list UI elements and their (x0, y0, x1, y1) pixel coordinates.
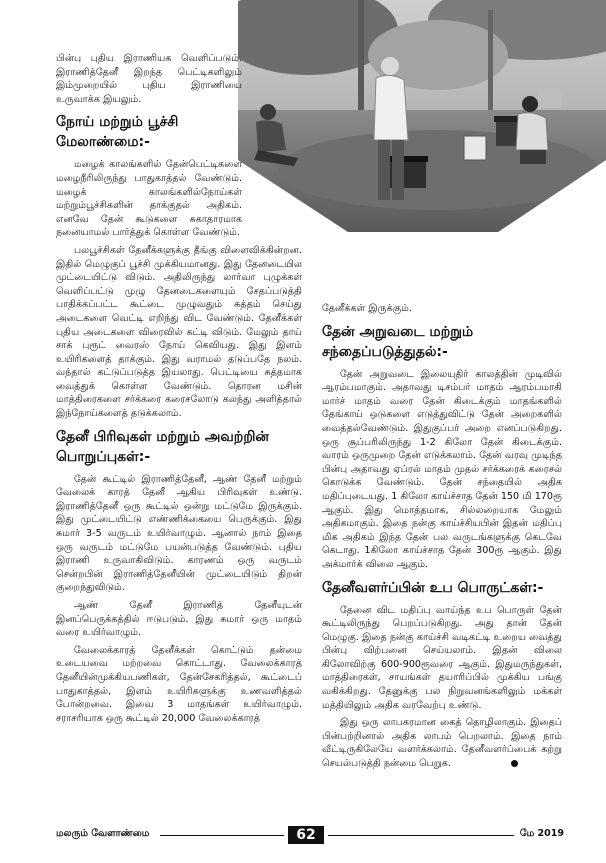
pest-paragraph-2: பலபூச்சிகள் தேனீக்களுக்கு தீங்கு விளைவிக்கின்றன. இதில் மெழுகுப் பூச்சி முக்கியமானது. இது தேனடையில முட்டையிட்டு விடும். அதிலிருந்து லார்வா புழுக்கள் வெளிப்பட்டு முழு தேனடைகளையும் சேதப்படுத்தி பாதிக்கப்பட்ட கூட்டை முழுவதும் சுத்தம் செய்து அடைகளை வெட்டி எறிந்து விட வேண்டும். தேனீக்கள் புதிய அடைகளை விரைவில் கட்டி விடும். மேலும் தாய் சாக் புரூட் வைரஸ் நோய் கெவியது. இது இளம் உயிரிகளைத் தாக்கும். இது வராமல் தடுப்பதே நலம். வந்தால் கட்டுப்படுத்த இயலாது. பெட்டியை சுத்தமாக வைத்துக் கொள்ள வேண்டும். தொரன மசின் மாத்திரைகளை சர்க்கரை கரைசலோடு கலந்து அளித்தால் இந்நோய்களைத் தடுக்கலாம். (56, 244, 302, 420)
heading-harvest-marketing: தேன் அறுவடை மற்றும் சந்தைப்படுத்துதல்:- (322, 323, 474, 360)
castes-paragraph-1: தேன் கூட்டில் இராணித்தேனீ, ஆண் தேனீ மற்றும் வேலைக் காரத் தேனீ ஆகிய பிரிவுகள் உண்டு. இராணித்தேனீ ஒரு கூட்டில் ஒன்று மட்டுமே இருக்கும். இது முட்டையிட்டு எண்ணிக்கையை பெருக்கும். இது சுமார் 3-5 வருடம் உயிர்வாழும். ஆனால் நாம் இதை ஒரு வருடம் மட்டுமே பயன்படுத்த வேண்டும். புதிய இராணி உருவாகிவிடும். காரணம் ஒரு வருடம் சென்றபின் இராணித்தேனீயின் முட்டையிடும் திறன் குறைந்துவிடும். (56, 473, 302, 594)
footer-date: மே 2019 (519, 828, 564, 839)
castes-paragraph-2: ஆண் தேனீ இராணித் தேனீயுடன் இனப்பெருக்கத்தில் ஈடுபடும். இது சுமார் ஒரு மாதம் வரை உயிர்வாழும். (56, 600, 302, 639)
end-of-article-dot (511, 760, 518, 767)
heading-bee-castes: தேனீ பிரிவுகள் மற்றும் அவற்றின் பொறுப்புகள்:- (56, 428, 269, 465)
left-column (56, 52, 302, 729)
page-footer (0, 826, 606, 848)
intro-paragraph: பின்பு புதிய இராணியக வெளிப்படும். இராணித்தேனீ இறந்த பெட்டிகளிலும் இம்முறையில் புதிய இராணியை உருவாக்க இயலும். (56, 53, 242, 105)
byproducts-paragraph-2 (322, 716, 562, 770)
harvest-paragraph: தேன் அறுவடை இலையுதிர் காலத்தின் முடிவில் ஆரம்பமாகும். அதாவது டிசம்பர் மாதம் ஆரம்பமாகி மார்ச் மாதம் வரை தேன் கிடைக்கும் மாதங்களில் தேங்காய் ஒடுகளை எடுத்துவிட்டு தேன் அறைகளில் வைத்தல்வேண்டும். இதுகுப்பர் அறை எனப்படுகிறது. ஒரு சூப்பரிலிருந்து 1-2 கிலோ தேன் கிடைக்கும். வாரம் ஒருமுறை தேன் எடுக்கலாம். தேன் வரவு முடிந்த பின்பு அதாவது ஏப்ரல் மாதம் முதல் சர்க்கரைக் கரைசல் கொடுக்க வேண்டும். தேன் சந்தையில் அதிக மதிப்புடையது. 1 கிலோ காய்ச்சாத தேன் 150 மி 170ரூ ஆகும். இது மொத்தமாக, சில்லறையாக மேலும் அதிகமாகும். இதை நன்கு காய்ச்சியபின் இதன் மதிப்பு மிக அதிகம் இந்த தேன் பல வருடங்களுக்கு கெடவே கெடாது. 1கிலோ காய்ச்சாத தேன் 300ரூ ஆகும். இது அக்மார்க் விலை ஆகும். (322, 368, 562, 570)
pest-paragraph-1: மழைக் காலங்களில் தேன்பெட்டிகளை மழைநீரிலிருந்து பாதுகாத்தல் வேண்டும். மழைக் காலங்களில்நோய்கள் மற்றும்பூச்சிகளின் தாக்குதல் அதிகம். எனவே தேன் கூடுகளை சுகாதாரமாக நனையாமல் பார்த்துக் கொள்ள வேண்டும். (56, 159, 242, 239)
footer-rule-left (160, 835, 284, 836)
heading-pest-management: நோய் மற்றும் பூச்சி மேலாண்மை:- (56, 114, 179, 151)
byproducts-paragraph-1: தேனை விட மதிப்பு வாய்ந்த உப பொருள் தேன் கூட்டிலிருந்து பெறப்படுகிறது. அது தான் தேன் மெழுகு. இதை நன்கு காய்ச்சி வடிகட்டி உறைய வைத்து பின்பு விற்பனை செய்யலாம். இதன் விலை கிலோவிற்கு 600-900ரூவரை ஆகும். இதுமருந்துகள், மாத்திரைகள், சாயங்கள் தயாரிப்பில் முக்கிய பங்கு வகிக்கிறது. தேனுக்கு பல நிறுவனங்களிலும் மக்கள் மத்தியிலும் அதிக வரவேற்பு உண்டு. (322, 604, 562, 711)
byproducts-paragraph-2-text: இது ஒரு லாபகரமான கைத் தொழிலாகும். இதைப் பின்பற்றினால் அதிக லாபம் பெறலாம். இதை நாம் வீட்டிருகிலேயே வளர்க்கலாம். தேனீவளர்ப்பைக் கற்று செயல்படுத்தி நன்மை பெறுக. (322, 717, 562, 770)
continued-paragraph: தேனீக்கள் இருக்கும். (322, 303, 412, 314)
heading-by-products: தேனீவளர்ப்பின் உப பொருட்கள்:- (322, 579, 544, 596)
castes-paragraph-3: வேலைக்காரத் தேனீக்கள் கொட்டும் தன்மை உடையவை மற்றவை கொட்டாது. வேலைக்காரத் தேனீயின்முக்கியபணிகள், தேன்சேகரித்தல், கூட்டைப் பாதுகாத்தல், இளம் உயிரிகளுக்கு உணவளித்தல் போன்றவை. இவை 3 மாதங்கள் உயிர்வாழும். சராசரியாக ஒரு கூட்டில் 20,000 வேலைக்காரத் (56, 644, 302, 724)
page-number: 62 (288, 826, 324, 844)
footer-rule-right (328, 835, 514, 836)
right-column (322, 302, 562, 775)
footer-magazine-name: மலரும் வேளாண்மை (56, 828, 150, 839)
